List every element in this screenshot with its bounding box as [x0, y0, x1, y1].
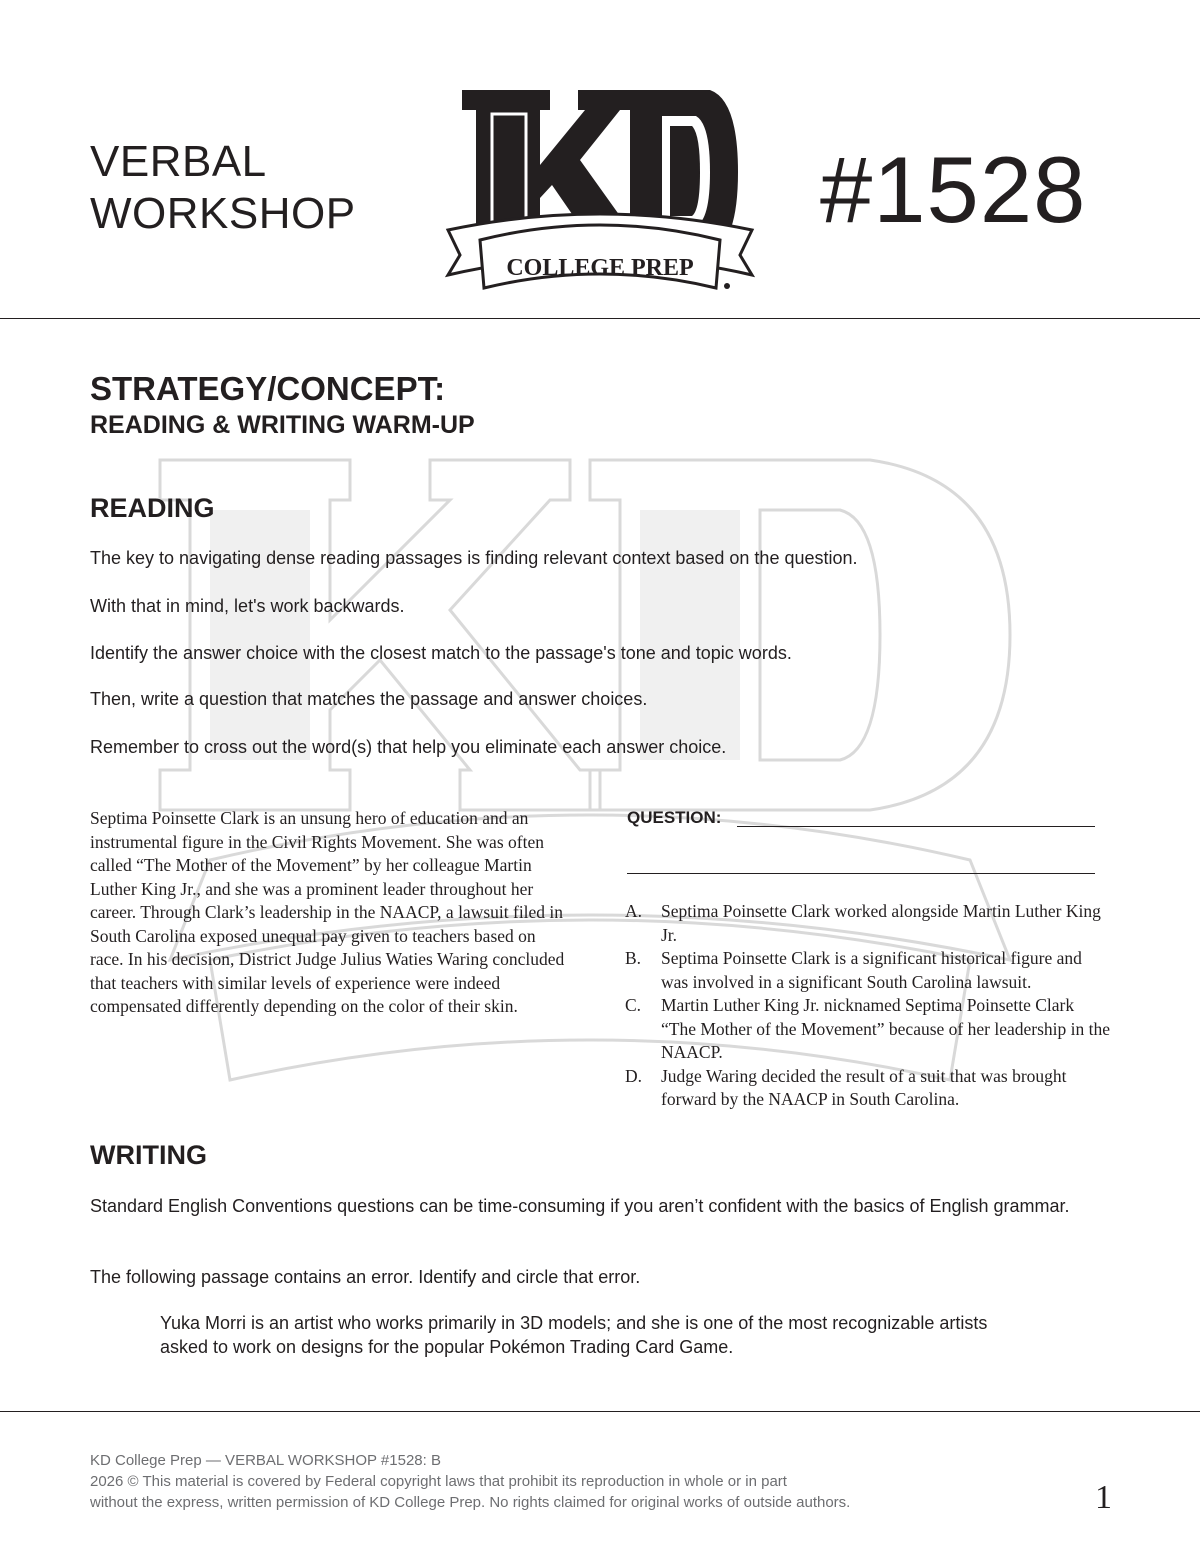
strategy-subheading: READING & WRITING WARM-UP — [90, 411, 475, 439]
reading-paragraph-2: With that in mind, let's work backwards. — [90, 596, 405, 616]
footer-line-1: KD College Prep — VERBAL WORKSHOP #1528: B — [90, 1452, 441, 1469]
title-line-2: WORKSHOP — [90, 189, 356, 238]
choice-text: Judge Waring decided the result of a suit that was brought forward by the NAACP in South Carolina. — [661, 1065, 1067, 1109]
writing-paragraph-1: Standard English Conventions questions can be time-consuming if you aren’t confident with the basics of English grammar. — [90, 1196, 1070, 1216]
workshop-title — [90, 136, 356, 240]
answer-choices — [625, 900, 1110, 1112]
header-divider — [0, 318, 1200, 319]
reading-paragraph-1: The key to navigating dense reading passages is finding relevant context based on the question. — [90, 548, 858, 568]
question-blank-line-1[interactable] — [737, 826, 1095, 827]
choice-letter: D. — [625, 1065, 643, 1086]
strategy-heading: STRATEGY/CONCEPT: — [90, 370, 446, 407]
question-blank-line-2[interactable] — [627, 873, 1095, 874]
reading-passage: Septima Poinsette Clark is an unsung hero of education and an instrumental figure in the Civil Rights Movement. She was often called “The Mother of the Movement” by her colleague Martin Luther King Jr., and she was a prominent leader throughout her career. Through Clark’s leadership in the NAACP, a lawsuit filed in South Carolina exposed unequal pay given to teachers based on race. In his decision, District Judge Julius Waties Waring concluded that teachers with similar levels of experience were indeed compensated differently depending on the color of their skin. — [90, 808, 565, 1016]
title-line-1: VERBAL — [90, 137, 267, 186]
answer-choice-c[interactable] — [625, 994, 1110, 1065]
workshop-number: #1528 — [820, 137, 1087, 242]
footer-divider — [0, 1411, 1200, 1412]
logo-banner-text: COLLEGE PREP — [506, 255, 694, 281]
choice-letter: C. — [625, 995, 642, 1015]
choice-text: Septima Poinsette Clark worked alongside Martin Luther King Jr. — [661, 901, 1101, 945]
choice-text: Martin Luther King Jr. nicknamed Septima Poinsette Clark “The Mother of the Movement” because of her leadership in the NAACP. — [661, 995, 1110, 1062]
choice-letter: A. — [625, 901, 643, 921]
page-number: 1 — [1095, 1479, 1112, 1516]
question-label: QUESTION: — [627, 808, 722, 827]
kd-college-prep-logo — [440, 80, 760, 305]
choice-letter: B. — [625, 948, 642, 968]
writing-paragraph-2: The following passage contains an error. Identify and circle that error. — [90, 1267, 641, 1287]
choice-text: Septima Poinsette Clark is a significant historical figure and was involved in a significant South Carolina lawsuit. — [661, 948, 1082, 992]
writing-heading: WRITING — [90, 1140, 207, 1170]
footer-line-2: 2026 © This material is covered by Federal copyright laws that prohibit its reproduction in whole or in part — [90, 1473, 787, 1490]
reading-paragraph-3: Identify the answer choice with the closest match to the passage's tone and topic words. — [90, 643, 792, 663]
reading-heading: READING — [90, 493, 215, 523]
answer-choice-a[interactable] — [625, 900, 1110, 947]
writing-sample-passage[interactable]: Yuka Morri is an artist who works primarily in 3D models; and she is one of the most recognizable artists asked to work on designs for the popular Pokémon Trading Card Game. — [160, 1313, 988, 1357]
answer-choice-d[interactable] — [625, 1065, 1110, 1112]
reading-paragraph-5: Remember to cross out the word(s) that help you eliminate each answer choice. — [90, 737, 727, 757]
footer — [90, 1450, 1010, 1513]
reading-paragraph-4: Then, write a question that matches the passage and answer choices. — [90, 689, 648, 709]
footer-line-3: without the express, written permission of KD College Prep. No rights claimed for original works of outside authors. — [90, 1494, 851, 1511]
answer-choice-b[interactable] — [625, 947, 1110, 994]
